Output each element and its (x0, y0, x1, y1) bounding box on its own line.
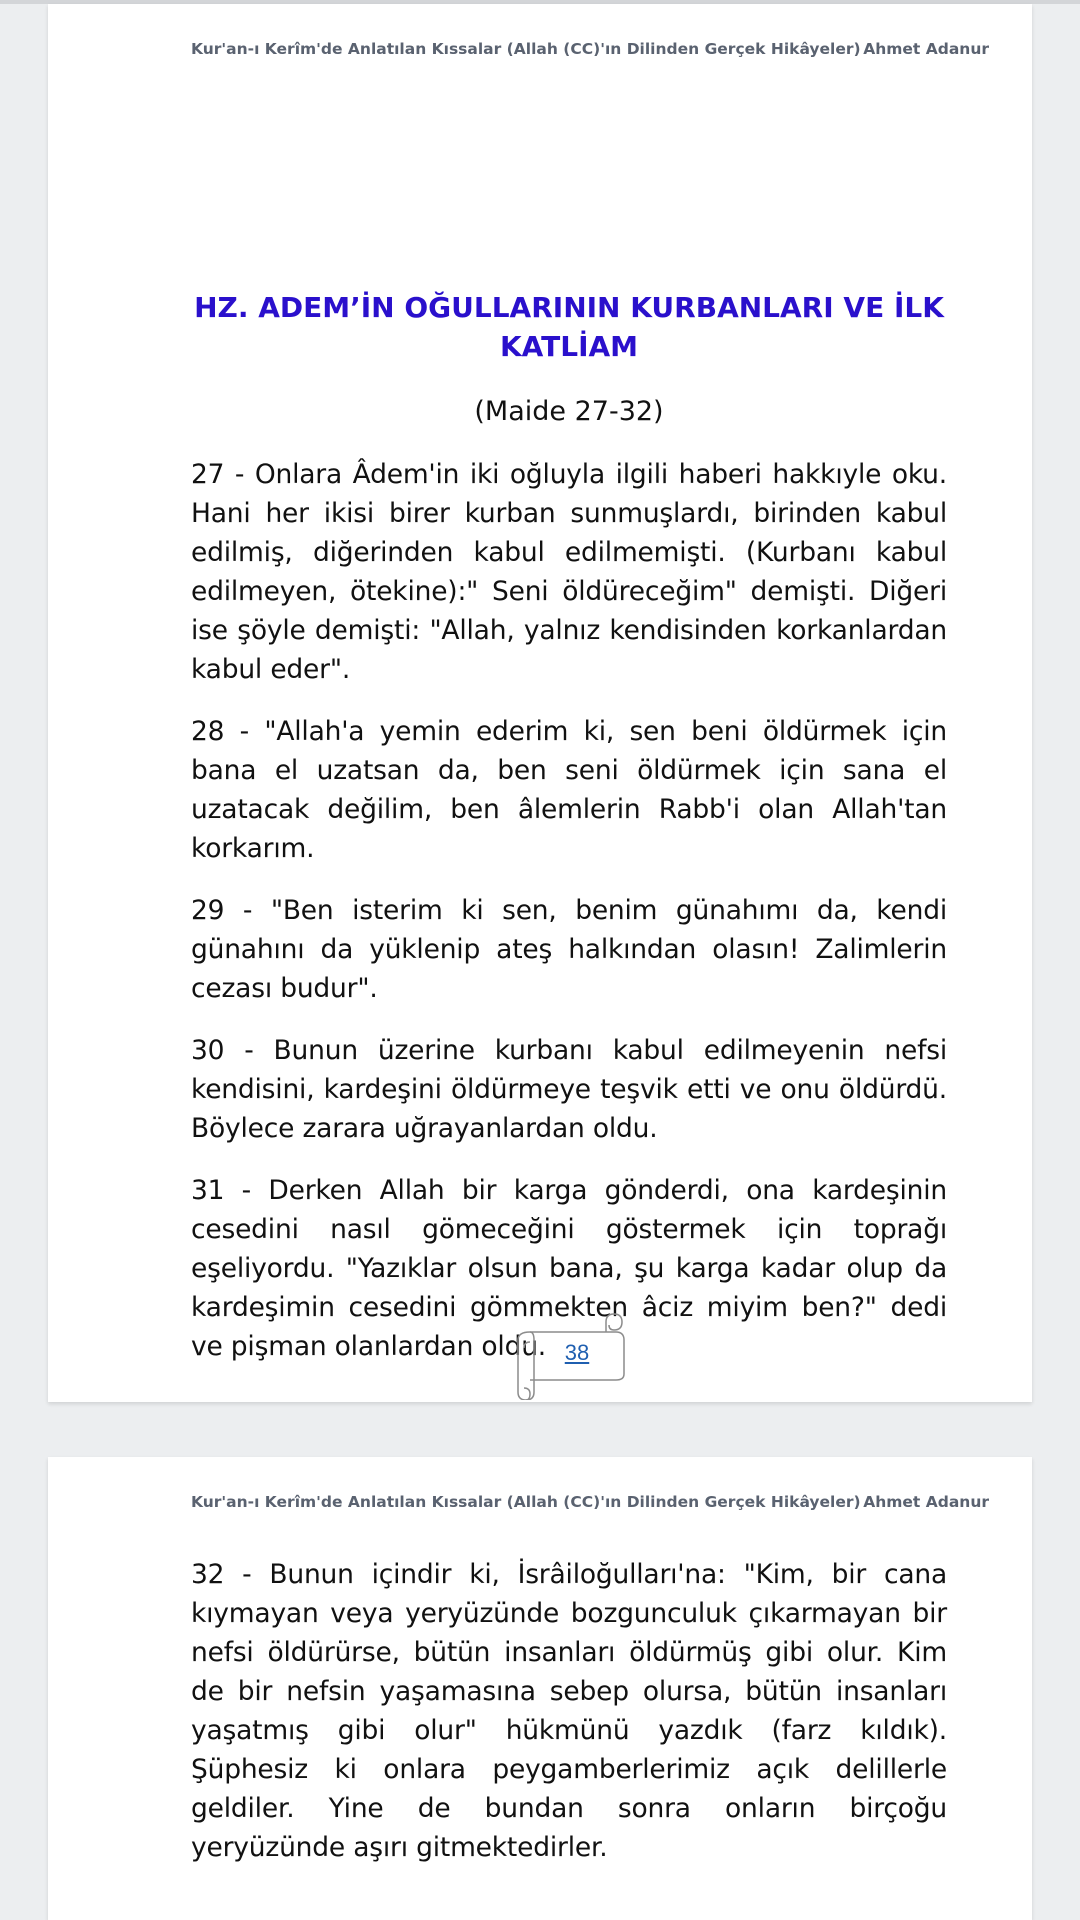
source-reference: (Maide 27-32) (474, 396, 664, 427)
page-number-scroll (506, 1308, 632, 1384)
running-header (191, 1493, 989, 1511)
running-header-author: Ahmet Adanur (863, 1493, 989, 1511)
verse-29: 29 - "Ben isterim ki sen, benim günahımı da, kendi günahını da yüklenip ateş halkından olasın! Zalimlerin cezası budur". (191, 895, 947, 1004)
running-header (191, 40, 989, 58)
verse-list (191, 455, 947, 1389)
running-header-title: Kur'an-ı Kerîm'de Anlatılan Kıssalar (Allah (CC)'ın Dilinden Gerçek Hikâyeler) (191, 1493, 861, 1511)
verse-list (191, 1555, 947, 1890)
page-number-link[interactable]: 38 (564, 1340, 590, 1365)
document-page-next (48, 1457, 1032, 1920)
verse-32: 32 - Bunun içindir ki, İsrâiloğulları'na: "Kim, bir cana kıymayan veya yeryüzünde bozgunculuk çıkarmayan bir nefsi öldürürse, bütün insanları öldürmüş gibi olur. Kim de bir nefsin yaşamasına sebep olursa, bütün insanları yaşatmış gibi olur" hükmünü yazdık (farz kıldık). Şüphesiz ki onlara peygamberlerimiz açık delillerle geldiler. Yine de bundan sonra onların birçoğu yeryüzünde aşırı gitmektedirler. (191, 1559, 947, 1863)
verse-31: 31 - Derken Allah bir karga gönderdi, ona kardeşinin cesedini nasıl gömeceğini göstermek için toprağı eşeliyordu. "Yazıklar olsun bana, şu karga kadar olup da kardeşimin cesedini gömmekten âciz miyim ben?" dedi ve pişman olanlardan oldu. (191, 1175, 947, 1362)
running-header-author: Ahmet Adanur (863, 40, 989, 58)
document-page (48, 4, 1032, 1402)
verse-27: 27 - Onlara Âdem'in iki oğluyla ilgili haberi hakkıyle oku. Hani her ikisi birer kurban sunmuşlardı, birinden kabul edilmiş, diğerinden kabul edilmemişti. (Kurbanı kabul edilmeyen, ötekine):" Seni öldüreceğim" demişti. Diğeri ise şöyle demişti: "Allah, yalnız kendisinden korkanlardan kabul eder". (191, 459, 947, 685)
verse-30: 30 - Bunun üzerine kurbanı kabul edilmeyenin nefsi kendisini, kardeşini öldürmeye teşvik etti ve onu öldürdü. Böylece zarara uğrayanlardan oldu. (191, 1035, 947, 1144)
running-header-title: Kur'an-ı Kerîm'de Anlatılan Kıssalar (Allah (CC)'ın Dilinden Gerçek Hikâyeler) (191, 40, 861, 58)
verse-28: 28 - "Allah'a yemin ederim ki, sen beni öldürmek için bana el uzatsan da, ben seni öldürmek için sana el uzatacak değilim, ben âlemlerin Rabb'i olan Allah'tan korkarım. (191, 716, 947, 864)
chapter-title: HZ. ADEM’İN OĞULLARININ KURBANLARI VE İLK KATLİAM (194, 291, 944, 363)
